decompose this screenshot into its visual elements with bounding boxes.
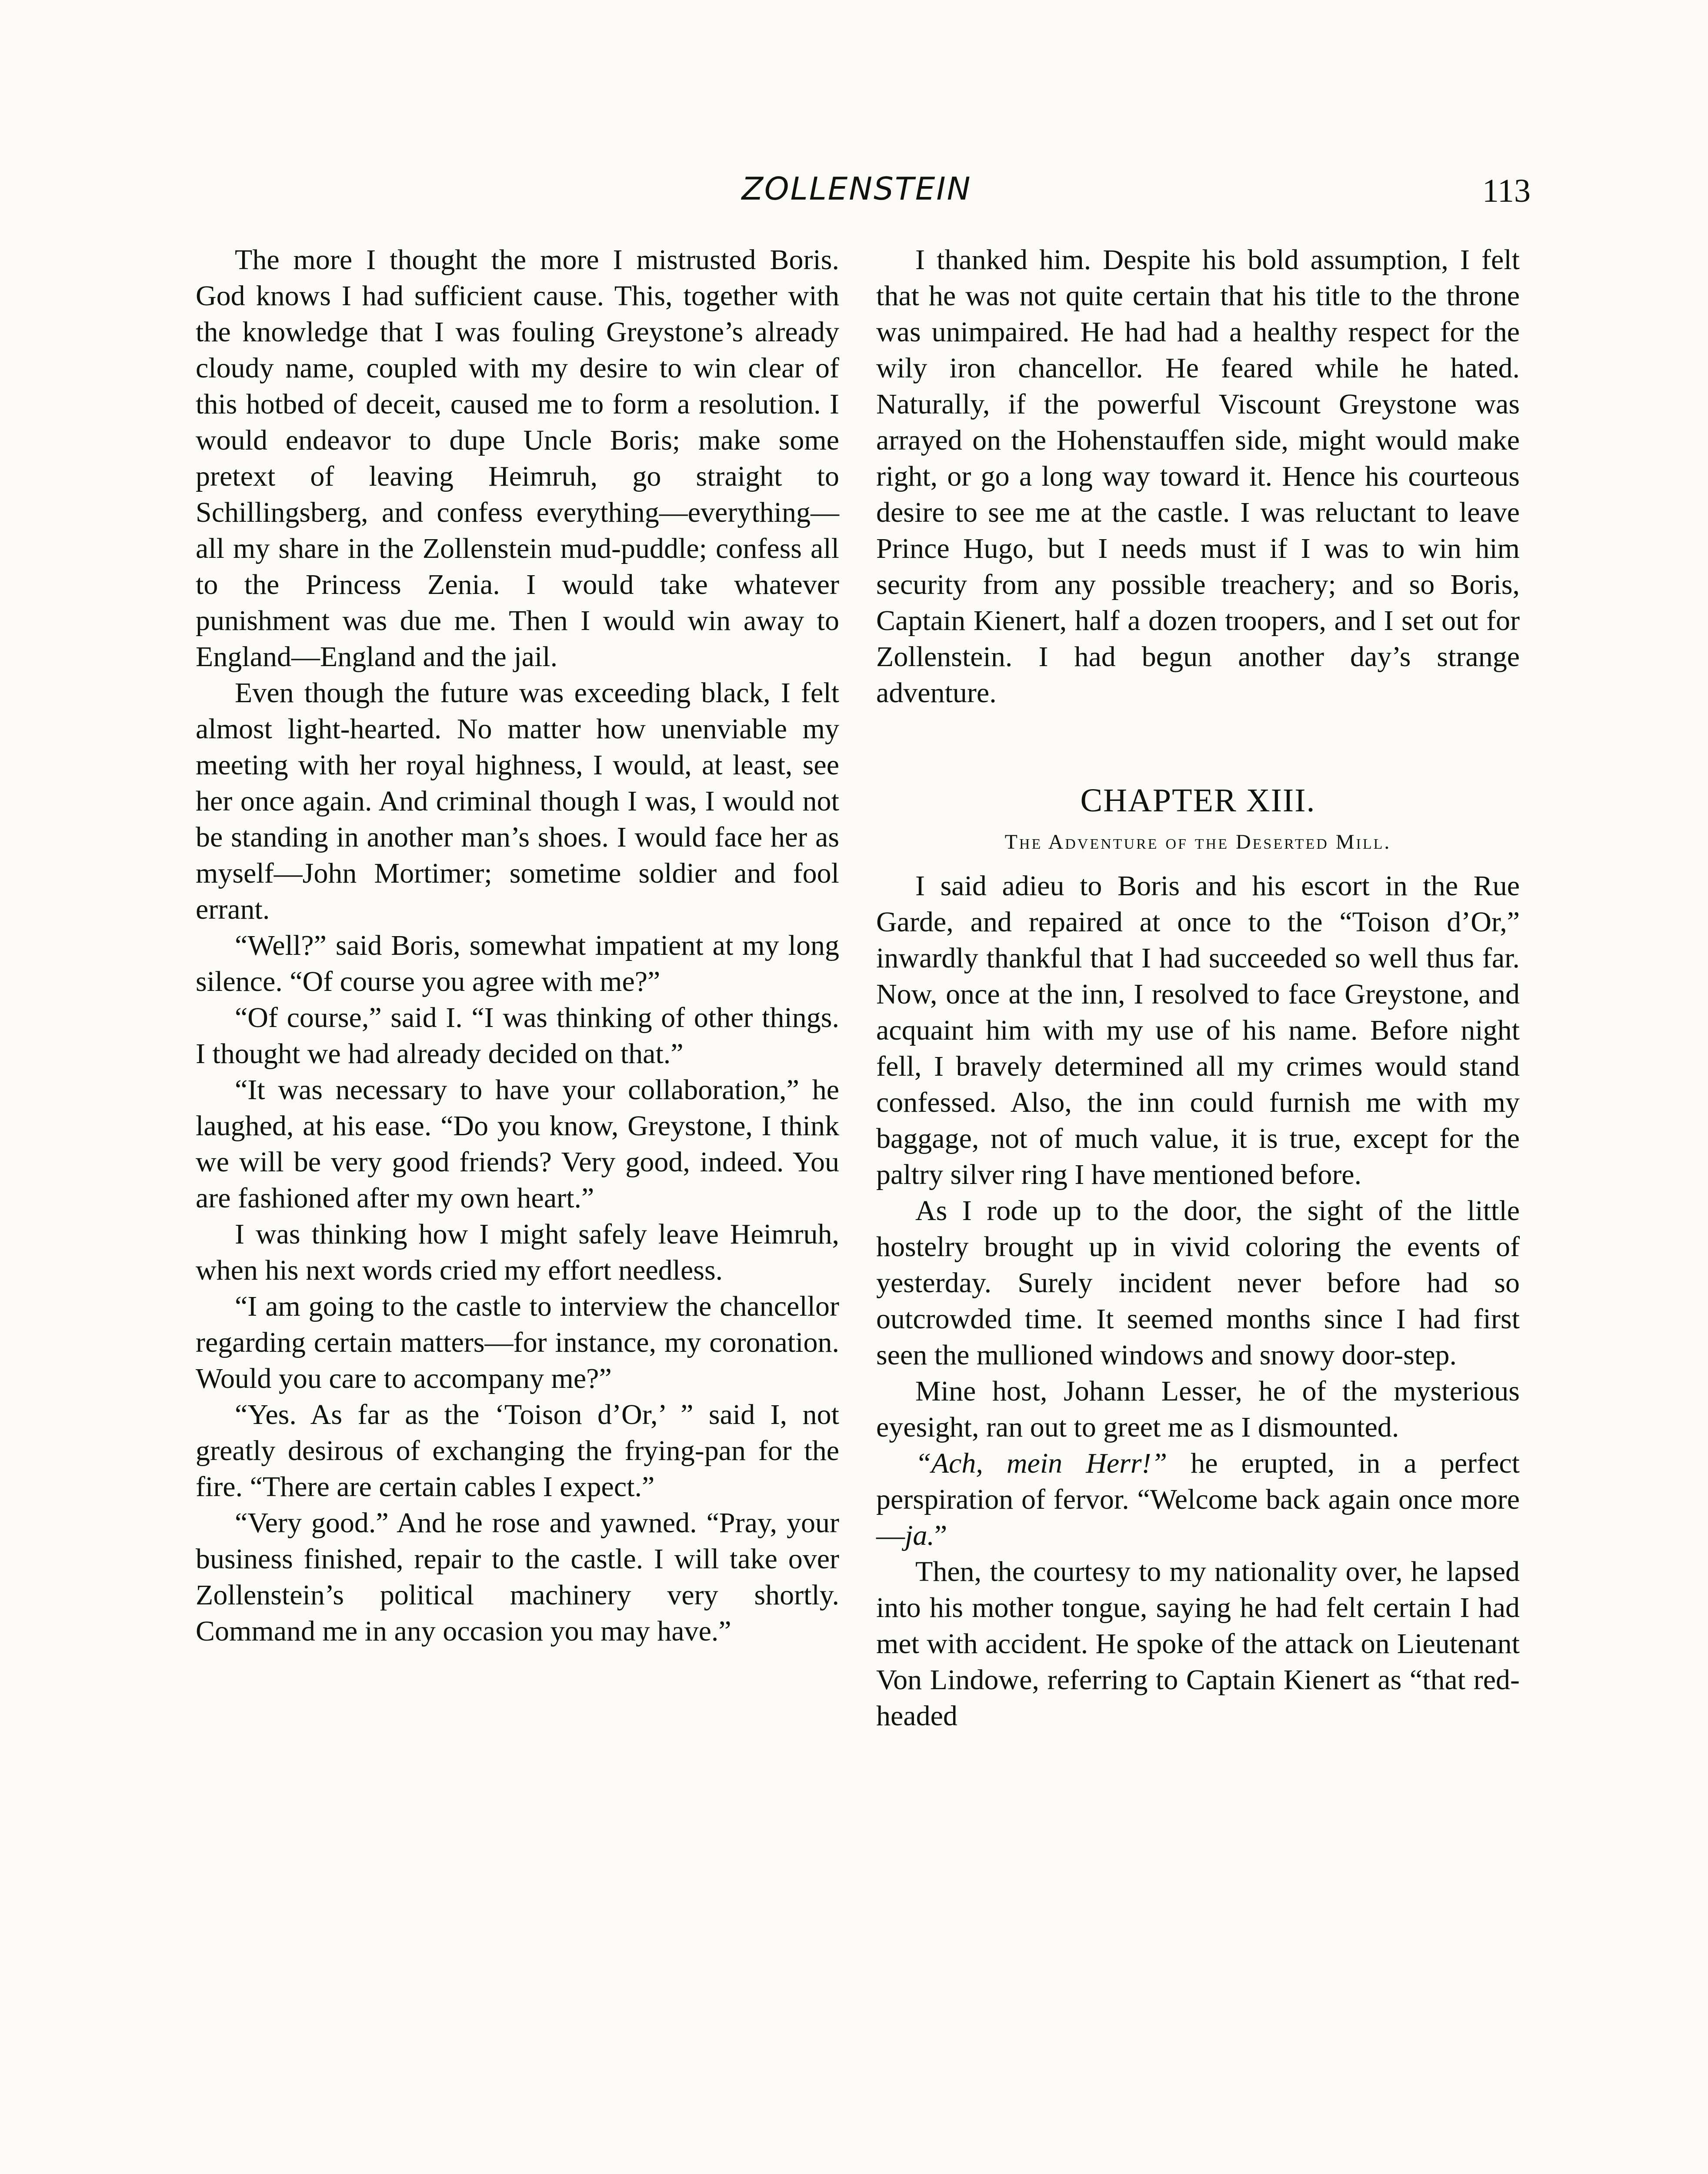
paragraph: As I rode up to the door, the sight of the little hostelry brought up in vivid coloring the events of yesterday. Surely incident never before had so outcrowded time. It seemed months since I had first seen the mullioned windows and snowy door-step. [876,1195,1520,1371]
paragraph: Then, the courtesy to my nationality over, he lapsed into his mother tongue, saying he had felt certain I had met with accident. He spoke of the attack on Lieutenant Von Lindowe, referring to Captain Kienert as “that red-headed [876,1556,1520,1732]
paragraph: “It was necessary to have your collaboration,” he laughed, at his ease. “Do you know, Greystone, I think we will be very good friends? Very good, indeed. You are fashioned after my own heart.” [196,1074,839,1214]
italic-word: ja. [905,1520,934,1551]
paragraph: I said adieu to Boris and his escort in the Rue Garde, and repaired at once to the “Toison d’Or,” inwardly thankful that I had succeeded so well thus far. Now, once at the inn, I resolved to face Greystone, and acquaint him with my use of his name. Before night fell, I bravely determined all my crimes would stand confessed. Also, the inn could furnish me with my baggage, not of much value, it is true, except for the paltry silver ring I have mentioned before. [876,870,1520,1190]
paragraph: “I am going to the castle to interview the chancellor regarding certain matters—for instance, my coronation. Would you care to accompany me?” [196,1290,839,1394]
paragraph: I was thinking how I might safely leave Heimruh, when his next words cried my effort needless. [196,1218,839,1286]
paragraph: “Very good.” And he rose and yawned. “Pray, your business finished, repair to the castle. I will take over Zollenstein’s political machinery very shortly. Command me in any occasion you may have.” [196,1507,839,1647]
paragraph: “Yes. As far as the ‘Toison d’Or,’ ” said I, not greatly desirous of exchanging the frying-pan for the fire. “There are certain cables I expect.” [196,1399,839,1503]
paragraph-text: he erupted, in a perfect perspiration of fervor. “Welcome back again once more— [876,1447,1520,1551]
chapter-heading: CHAPTER XIII. [1080,782,1316,819]
italic-exclamation: “Ach, mein Herr!” [915,1447,1168,1479]
paragraph: I thanked him. Despite his bold assumption, I felt that he was not quite certain that his title to the throne was unimpaired. He had had a healthy respect for the wily iron chancellor. He feared while he hated. Naturally, if the powerful Viscount Greystone was arrayed on the Hohenstauffen side, might would make right, or go a long way toward it. Hence his courteous desire to see me at the castle. I was reluctant to leave Prince Hugo, but I needs must if I was to win him security from any possible treachery; and so Boris, Captain Kienert, half a dozen troopers, and I set out for Zollenstein. I had begun another day’s strange adventure. [876,244,1520,709]
right-column [876,242,1520,1734]
paragraph: Mine host, Johann Lesser, he of the mysterious eyesight, ran out to greet me as I dismounted. [876,1375,1520,1443]
paragraph: The more I thought the more I mistrusted Boris. God knows I had sufficient cause. This, together with the knowledge that I was fouling Greystone’s already cloudy name, coupled with my desire to win clear of this hotbed of deceit, caused me to form a resolution. I would endeavor to dupe Uncle Boris; make some pretext of leaving Heimruh, go straight to Schillingsberg, and confess everything—everything—all my share in the Zollenstein mud-puddle; confess all to the Princess Zenia. I would take whatever punishment was due me. Then I would win away to England—England and the jail. [196,244,839,673]
closing-quote: ” [934,1520,947,1551]
paragraph [876,1445,1520,1554]
page-number: 113 [1482,173,1531,209]
running-header-title: ZOLLENSTEIN [741,170,972,207]
paragraph: “Of course,” said I. “I was thinking of other things. I thought we had already decided on that.” [196,1002,839,1070]
left-column [196,242,839,1649]
paragraph: Even though the future was exceeding black, I felt almost light-hearted. No matter how unenviable my meeting with her royal highness, I would, at least, see her once again. And criminal though I was, I would not be standing in another man’s shoes. I would face her as myself—John Mortimer; sometime soldier and fool errant. [196,677,839,925]
paragraph: “Well?” said Boris, somewhat impatient at my long silence. “Of course you agree with me?” [196,930,839,997]
chapter-subtitle: The Adventure of the Deserted Mill. [1004,830,1391,854]
